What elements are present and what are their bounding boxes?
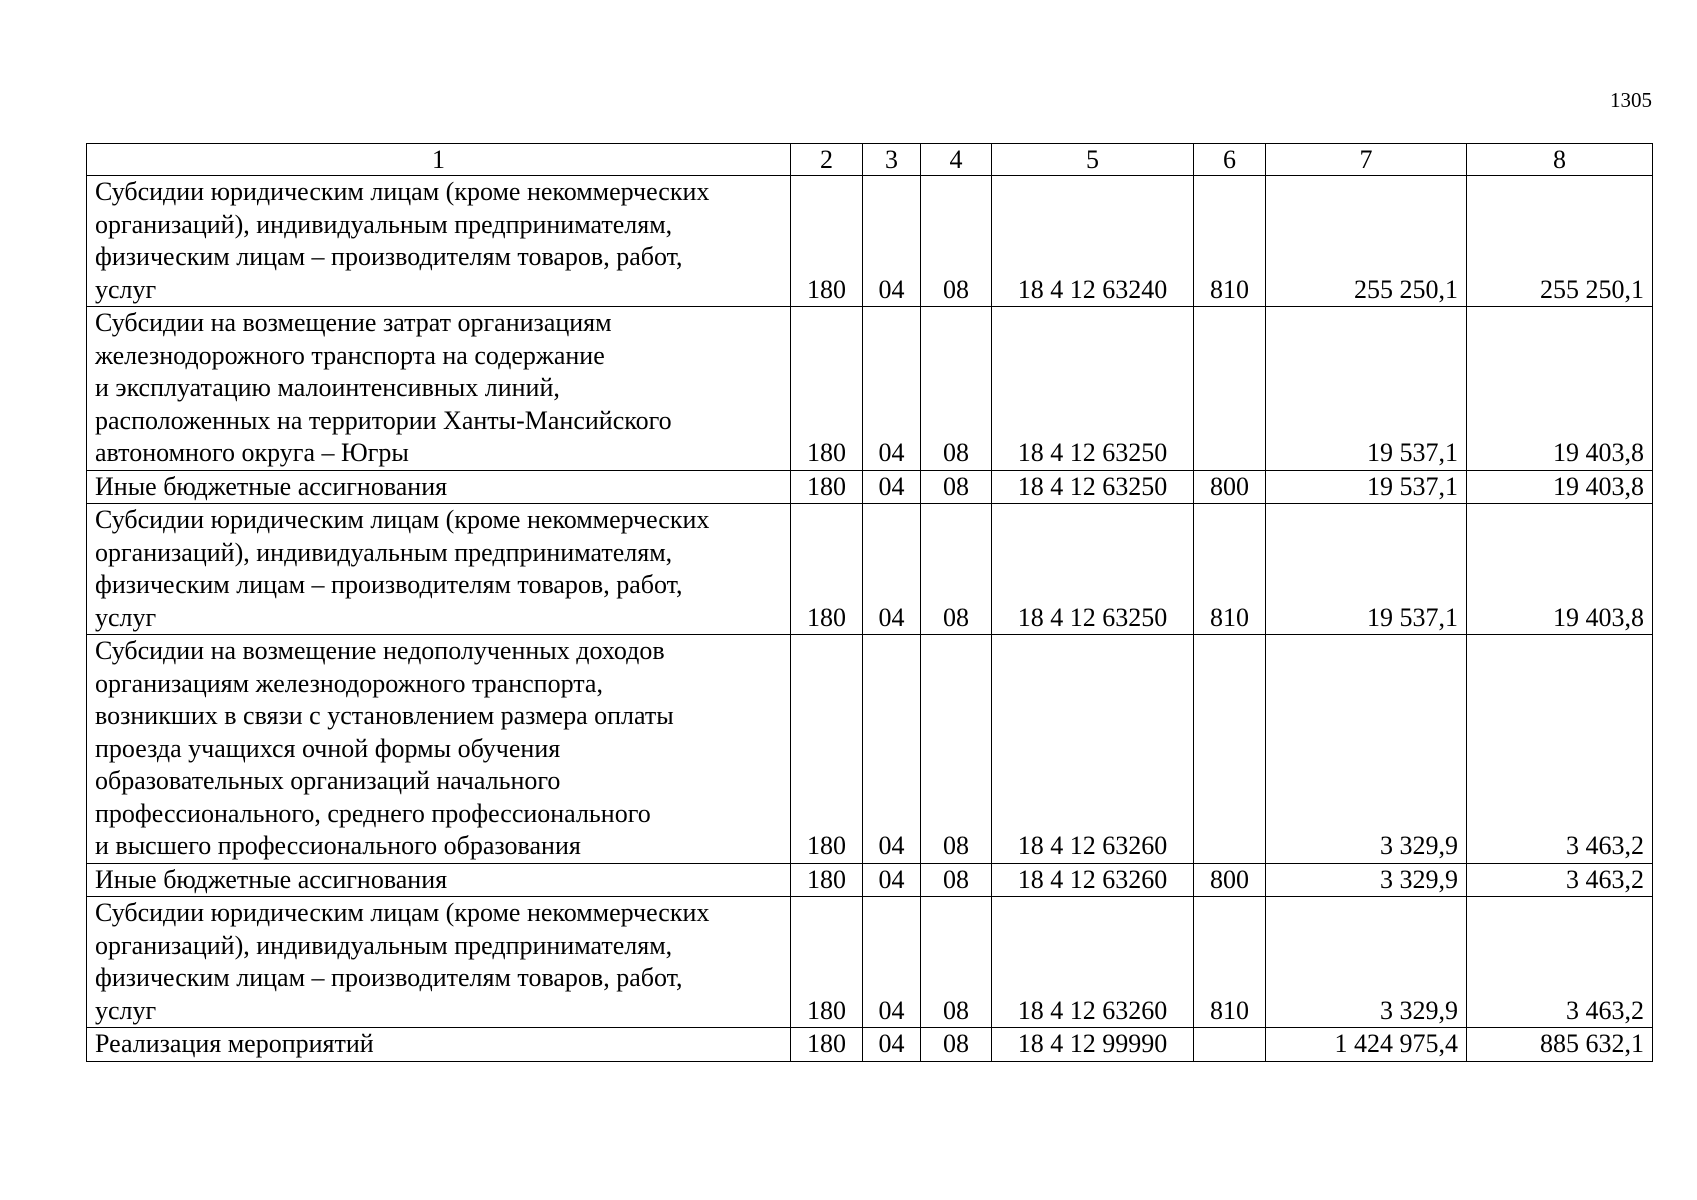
description-line: Субсидии юридическим лицам (кроме некоммерческих	[95, 898, 710, 927]
cell-col-7: 1 424 975,4	[1266, 1028, 1467, 1062]
table-row	[87, 307, 1653, 471]
cell-col-3: 04	[863, 176, 921, 307]
cell-col-4: 08	[921, 897, 992, 1028]
cell-description	[87, 307, 791, 471]
description-line: организаций), индивидуальным предпринимателям,	[95, 537, 673, 567]
cell-col-2: 180	[791, 307, 863, 471]
cell-col-5: 18 4 12 63250	[992, 307, 1194, 471]
cell-col-5: 18 4 12 63240	[992, 176, 1194, 307]
cell-col-2: 180	[791, 897, 863, 1028]
cell-description	[87, 863, 791, 897]
description-line: физическим лицам – производителям товаров, работ,	[95, 963, 683, 992]
cell-col-2: 180	[791, 1028, 863, 1062]
cell-col-7: 19 537,1	[1266, 470, 1467, 504]
header-cell-2: 2	[791, 144, 863, 176]
cell-col-4: 08	[921, 307, 992, 471]
table-row	[87, 863, 1653, 897]
description-line: проезда учащихся очной формы обучения	[95, 733, 561, 763]
cell-col-2: 180	[791, 635, 863, 864]
cell-col-6: 810	[1194, 176, 1266, 307]
cell-col-6: 800	[1194, 863, 1266, 897]
cell-description	[87, 470, 791, 504]
cell-col-7: 3 329,9	[1266, 635, 1467, 864]
description-line: Субсидии на возмещение затрат организациям	[95, 308, 612, 337]
description-line: физическим лицам – производителям товаров, работ,	[95, 242, 683, 271]
description-line: услуг	[95, 274, 157, 304]
header-cell-4: 4	[921, 144, 992, 176]
table-body	[87, 176, 1653, 1062]
cell-col-3: 04	[863, 504, 921, 635]
description-line: организаций), индивидуальным предпринимателям,	[95, 209, 673, 239]
cell-col-2: 180	[791, 863, 863, 897]
cell-col-5: 18 4 12 63260	[992, 635, 1194, 864]
table-row	[87, 635, 1653, 864]
cell-col-3: 04	[863, 863, 921, 897]
cell-col-5: 18 4 12 63260	[992, 863, 1194, 897]
cell-col-7: 255 250,1	[1266, 176, 1467, 307]
cell-col-6	[1194, 307, 1266, 471]
header-cell-6: 6	[1194, 144, 1266, 176]
cell-description	[87, 1028, 791, 1062]
cell-col-4: 08	[921, 1028, 992, 1062]
header-cell-1: 1	[87, 144, 791, 176]
description-line: образовательных организаций начального	[95, 766, 561, 795]
cell-col-2: 180	[791, 470, 863, 504]
description-line: Субсидии юридическим лицам (кроме некоммерческих	[95, 177, 710, 206]
cell-description	[87, 504, 791, 635]
cell-col-6	[1194, 635, 1266, 864]
cell-col-2: 180	[791, 176, 863, 307]
description-line: железнодорожного транспорта на содержание	[95, 340, 605, 370]
cell-col-6: 800	[1194, 470, 1266, 504]
description-line: и высшего профессионального образования	[95, 831, 581, 860]
cell-col-5: 18 4 12 63250	[992, 504, 1194, 635]
cell-col-8: 3 463,2	[1467, 897, 1653, 1028]
cell-description	[87, 897, 791, 1028]
description-line: профессионального, среднего профессионального	[95, 798, 651, 828]
cell-col-6: 810	[1194, 897, 1266, 1028]
cell-col-3: 04	[863, 307, 921, 471]
table-row	[87, 897, 1653, 1028]
cell-col-4: 08	[921, 863, 992, 897]
cell-col-7: 3 329,9	[1266, 863, 1467, 897]
cell-col-4: 08	[921, 635, 992, 864]
header-cell-8: 8	[1467, 144, 1653, 176]
description-line: и эксплуатацию малоинтенсивных линий,	[95, 373, 560, 402]
cell-description	[87, 635, 791, 864]
description-line: Субсидии юридическим лицам (кроме некоммерческих	[95, 505, 710, 534]
table-row	[87, 176, 1653, 307]
description-line: Иные бюджетные ассигнования	[95, 471, 448, 501]
cell-col-7: 3 329,9	[1266, 897, 1467, 1028]
cell-col-8: 3 463,2	[1467, 863, 1653, 897]
table-row	[87, 504, 1653, 635]
cell-col-8: 885 632,1	[1467, 1028, 1653, 1062]
table-row	[87, 1028, 1653, 1062]
description-line: Реализация мероприятий	[95, 1029, 374, 1058]
description-line: возникших в связи с установлением размера оплаты	[95, 701, 674, 730]
cell-col-3: 04	[863, 897, 921, 1028]
cell-col-7: 19 537,1	[1266, 307, 1467, 471]
cell-col-2: 180	[791, 504, 863, 635]
cell-col-3: 04	[863, 470, 921, 504]
cell-col-7: 19 537,1	[1266, 504, 1467, 635]
cell-col-8: 255 250,1	[1467, 176, 1653, 307]
cell-col-4: 08	[921, 504, 992, 635]
cell-col-6	[1194, 1028, 1266, 1062]
cell-col-5: 18 4 12 63260	[992, 897, 1194, 1028]
description-line: расположенных на территории Ханты-Мансийского	[95, 405, 672, 435]
cell-col-8: 19 403,8	[1467, 470, 1653, 504]
description-line: услуг	[95, 602, 157, 632]
table-header-row	[87, 144, 1653, 176]
cell-col-3: 04	[863, 635, 921, 864]
cell-description	[87, 176, 791, 307]
description-line: физическим лицам – производителям товаров, работ,	[95, 570, 683, 599]
cell-col-4: 08	[921, 176, 992, 307]
description-line: услуг	[95, 995, 157, 1025]
cell-col-4: 08	[921, 470, 992, 504]
description-line: организаций), индивидуальным предпринимателям,	[95, 930, 673, 960]
table-row	[87, 470, 1653, 504]
description-line: организациям железнодорожного транспорта,	[95, 668, 603, 698]
header-cell-3: 3	[863, 144, 921, 176]
description-line: Иные бюджетные ассигнования	[95, 864, 448, 894]
cell-col-3: 04	[863, 1028, 921, 1062]
budget-table	[86, 143, 1653, 1062]
header-cell-7: 7	[1266, 144, 1467, 176]
description-line: Субсидии на возмещение недополученных доходов	[95, 636, 665, 665]
cell-col-5: 18 4 12 99990	[992, 1028, 1194, 1062]
header-cell-5: 5	[992, 144, 1194, 176]
cell-col-5: 18 4 12 63250	[992, 470, 1194, 504]
description-line: автономного округа – Югры	[95, 438, 409, 467]
page-number: 1305	[1610, 88, 1652, 112]
cell-col-8: 19 403,8	[1467, 307, 1653, 471]
cell-col-6: 810	[1194, 504, 1266, 635]
cell-col-8: 3 463,2	[1467, 635, 1653, 864]
cell-col-8: 19 403,8	[1467, 504, 1653, 635]
